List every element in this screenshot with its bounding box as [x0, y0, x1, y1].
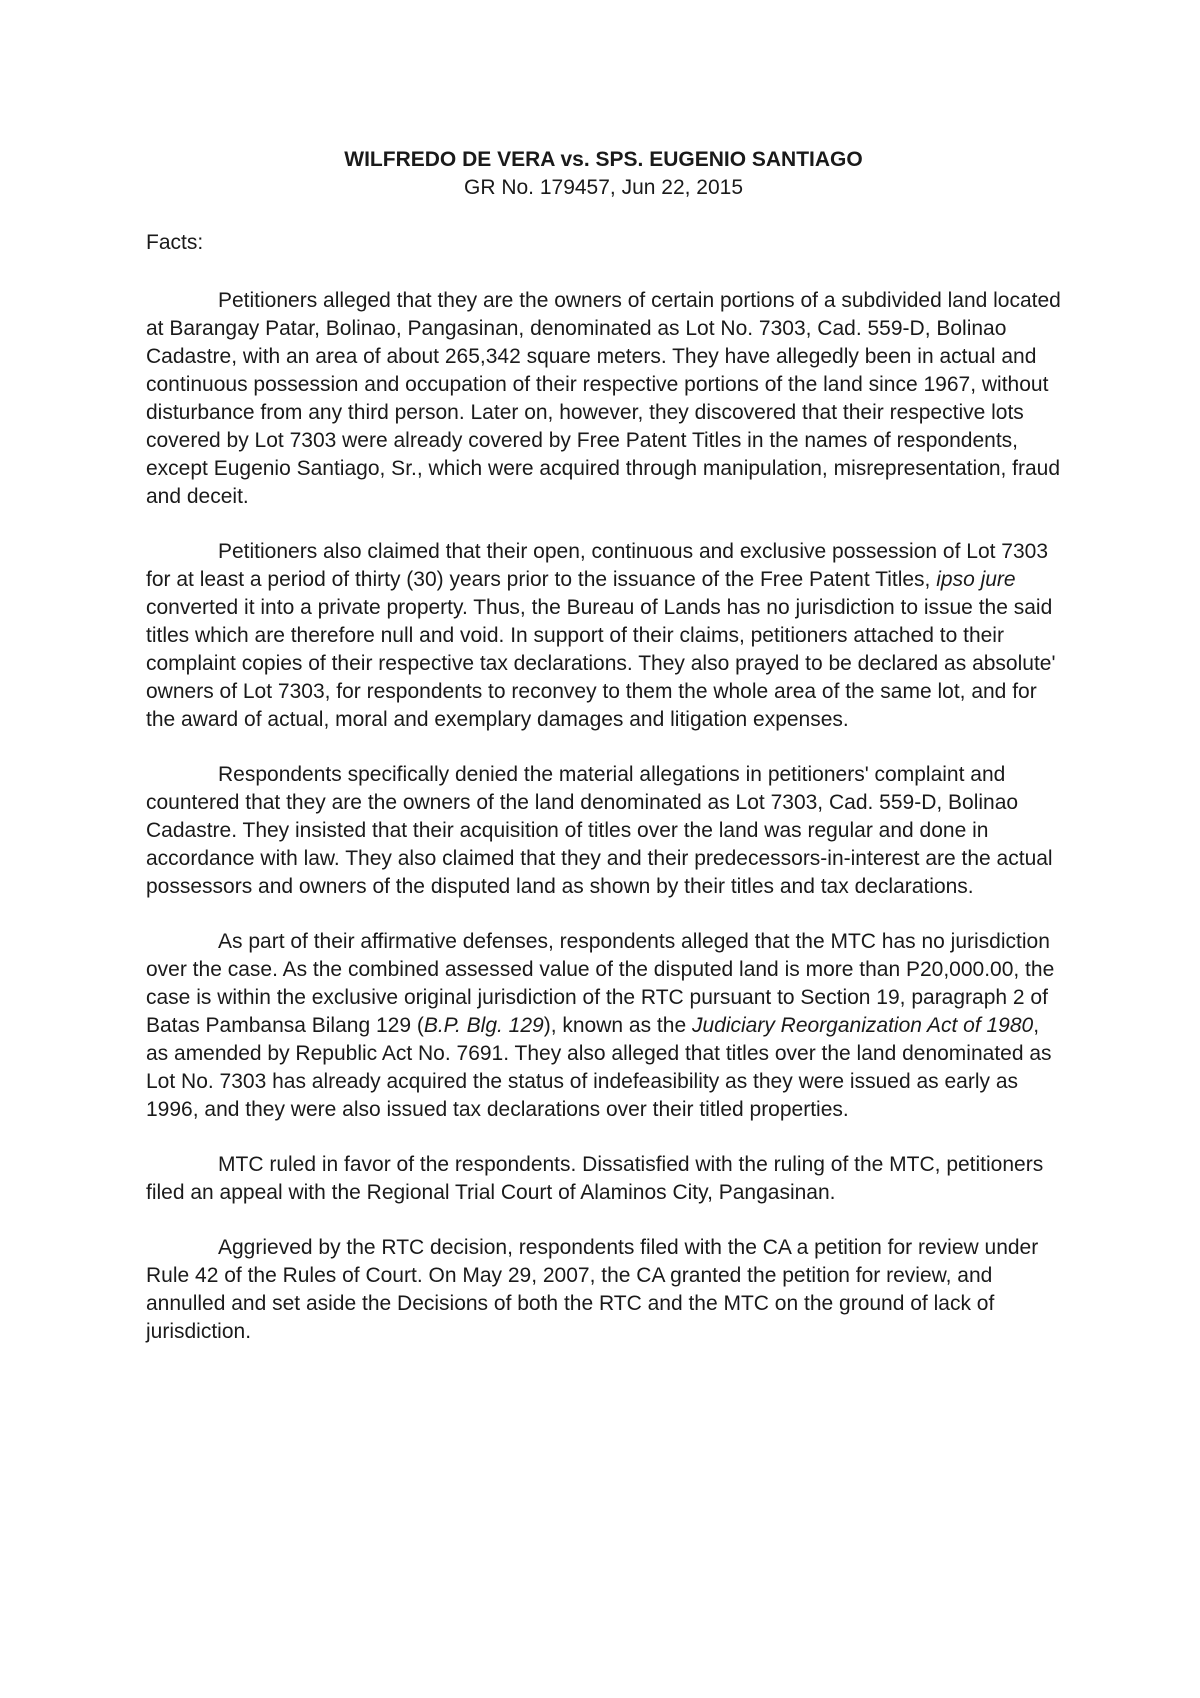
paragraph-text: , as amended by Republic Act No. 7691. They also alleged that titles over the land denominated as Lot No. 7303 has already acquired the status of indefeasibility as they were issued as early as 1996, and they were also issued tax declarations over their titled properties. — [146, 1014, 1052, 1121]
paragraph-text: ), known as the — [543, 1014, 692, 1037]
facts-heading: Facts: — [146, 231, 204, 254]
italic-term: B.P. Blg. 129 — [423, 1014, 544, 1037]
italic-term: ipso jure — [936, 568, 1016, 591]
case-citation: GR No. 179457, Jun 22, 2015 — [463, 176, 744, 199]
italic-term: Judiciary Reorganization Act of 1980 — [691, 1014, 1034, 1037]
facts-paragraph-2 — [146, 538, 1061, 734]
facts-paragraph-4 — [146, 928, 1061, 1124]
facts-paragraph-5 — [146, 1151, 1061, 1207]
paragraph-text: As part of their affirmative defenses, respondents alleged that the MTC has no jurisdiction over the case. As the combined assessed value of the disputed land is more than P20,000.00, the case is within the exclusive original jurisdiction of the RTC pursuant to Section 19, paragraph 2 of Batas Pambansa Bilang 129 ( — [146, 930, 1055, 1037]
paragraph-text: Petitioners alleged that they are the owners of certain portions of a subdivided land located at Barangay Patar, Bolinao, Pangasinan, denominated as Lot No. 7303, Cad. 559-D, Bolinao Cadastre, with an area of about 265,342 square meters. They have allegedly been in actual and continuous possession and occupation of their respective portions of the land since 1967, without disturbance from any third person. Later on, however, they discovered that their respective lots covered by Lot 7303 were already covered by Free Patent Titles in the names of respondents, except Eugenio Santiago, Sr., which were acquired through manipulation, misrepresentation, fraud and deceit. — [146, 289, 1061, 508]
paragraph-text: MTC ruled in favor of the respondents. Dissatisfied with the ruling of the MTC, petitioners filed an appeal with the Regional Trial Court of Alaminos City, Pangasinan. — [146, 1153, 1044, 1204]
paragraph-text: Respondents specifically denied the material allegations in petitioners' complaint and countered that they are the owners of the land denominated as Lot 7303, Cad. 559-D, Bolinao Cadastre. They insisted that their acquisition of titles over the land was regular and done in accordance with law. They also claimed that they and their predecessors-in-interest are the actual possessors and owners of the disputed land as shown by their titles and tax declarations. — [146, 763, 1053, 898]
facts-paragraph-6 — [146, 1234, 1061, 1346]
document-body — [146, 146, 1061, 1346]
facts-paragraph-3 — [146, 761, 1061, 901]
case-title: WILFREDO DE VERA vs. SPS. EUGENIO SANTIAGO — [344, 148, 863, 171]
paragraph-text: Petitioners also claimed that their open, continuous and exclusive possession of Lot 7303 for at least a period of thirty (30) years prior to the issuance of the Free Patent Titles, — [146, 540, 1049, 591]
paragraph-text: converted it into a private property. Thus, the Bureau of Lands has no jurisdiction to issue the said titles which are therefore null and void. In support of their claims, petitioners attached to their complaint copies of their respective tax declarations. They also prayed to be declared as absolute' owners of Lot 7303, for respondents to reconvey to them the whole area of the same lot, and for the award of actual, moral and exemplary damages and litigation expenses. — [146, 596, 1056, 731]
facts-paragraph-1 — [146, 287, 1061, 511]
paragraph-text: Aggrieved by the RTC decision, respondents filed with the CA a petition for review under Rule 42 of the Rules of Court. On May 29, 2007, the CA granted the petition for review, and annulled and set aside the Decisions of both the RTC and the MTC on the ground of lack of jurisdiction. — [146, 1236, 1039, 1343]
